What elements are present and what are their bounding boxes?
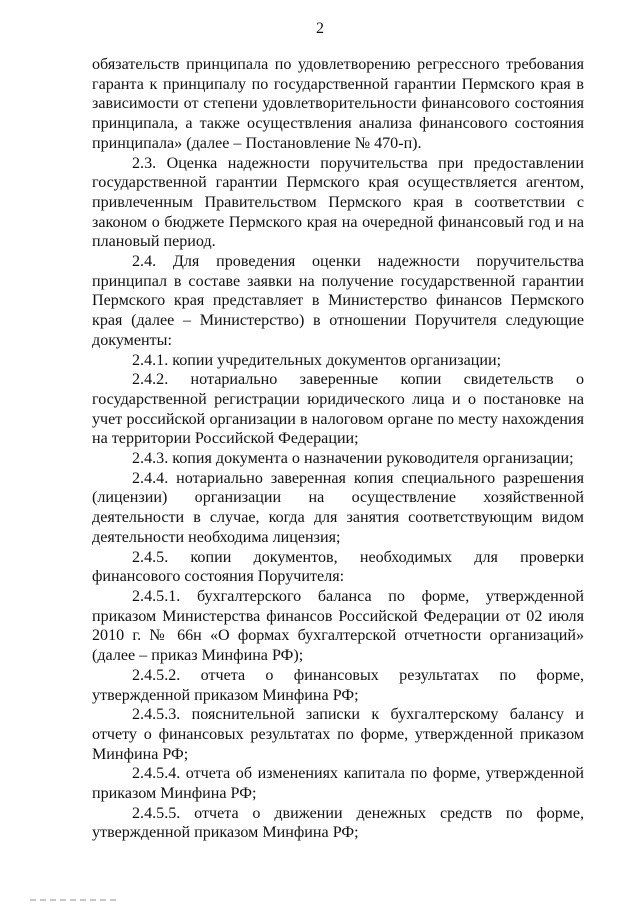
- paragraph-2-3: 2.3. Оценка надежности поручительства при предоставлении государственной гарантии Пермского края осуществляется агентом, привлеченным Правительством Пермского края в соответствии с законом о бюджете Пермского края на очередной финансовый год и на плановый период.: [92, 154, 584, 251]
- paragraph-2-4-5-1: 2.4.5.1. бухгалтерского баланса по форме, утвержденной приказом Министерства финансов Российской Федерации от 02 июля 2010 г. № 66н «О формах бухгалтерской отчетности организаций» (далее – приказ Минфина РФ);: [92, 587, 584, 665]
- paragraph-2-4-5-5: 2.4.5.5. отчета о движении денежных средств по форме, утвержденной приказом Минфина РФ;: [92, 804, 584, 842]
- paragraph-2-4-5-3: 2.4.5.3. пояснительной записки к бухгалтерскому балансу и отчету о финансовых результатах по форме, утвержденной приказом Минфина РФ;: [92, 706, 584, 763]
- scan-artifact-line: [30, 899, 120, 901]
- paragraph-2-4-1: 2.4.1. копии учредительных документов организации;: [132, 351, 502, 369]
- paragraph-2-4-3: 2.4.3. копия документа о назначении руководителя организации;: [132, 450, 574, 468]
- paragraph-2-4-5: 2.4.5. копии документов, необходимых для проверки финансового состояния Поручителя:: [92, 548, 584, 586]
- paragraph-2-4-4: 2.4.4. нотариально заверенная копия специального разрешения (лицензии) организации на осуществление хозяйственной деятельности в случае, когда для занятия соответствующим видом деятельности необходима лицензия;: [92, 469, 584, 546]
- paragraph-2-4: 2.4. Для проведения оценки надежности поручительства принципал в составе заявки на получение государственной гарантии Пермского края представляет в Министерство финансов Пермского края (далее – Министерство) в отношении Поручителя следующие документы:: [92, 253, 584, 349]
- page-number: 2: [316, 20, 324, 37]
- document-body: [92, 55, 584, 843]
- paragraph-2-4-5-2: 2.4.5.2. отчета о финансовых результатах по форме, утвержденной приказом Минфина РФ;: [92, 666, 584, 704]
- paragraph-continuation: обязательств принципала по удовлетворению регрессного требования гаранта к принципалу по государственной гарантии Пермского края в зависимости от степени удовлетворительности финансового состояния принципала, а также осуществления анализа финансового состояния принципала» (далее – Постановление № 470-п).: [92, 56, 584, 152]
- paragraph-2-4-5-4: 2.4.5.4. отчета об изменениях капитала по форме, утвержденной приказом Минфина РФ;: [92, 765, 584, 803]
- paragraph-2-4-2: 2.4.2. нотариально заверенные копии свидетельств о государственной регистрации юридического лица и о постановке на учет российской организации в налоговом органе по месту нахождения на территории Российской Федерации;: [92, 371, 584, 448]
